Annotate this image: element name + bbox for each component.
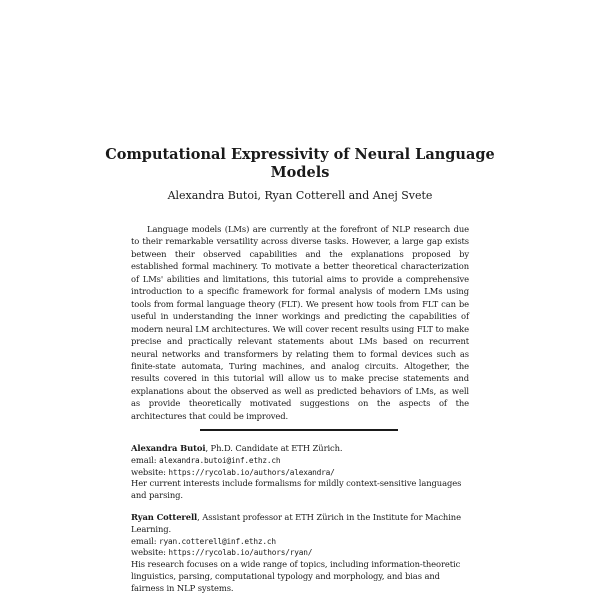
bio-heading — [131, 512, 473, 536]
bio-role: , Ph.D. Candidate at ETH Zürich. — [205, 443, 343, 453]
bio-role: , Assistant professor at ETH Zürich in the Institute for Machine Learning. — [131, 512, 461, 534]
bio-email-label: email: — [131, 535, 160, 546]
author-bio-alexandra — [131, 443, 473, 502]
bio-website-link[interactable]: https://rycolab.io/authors/ryan/ — [168, 548, 313, 558]
bio-email[interactable]: ryan.cotterell@inf.ethz.ch — [159, 536, 276, 546]
bio-name: Alexandra Butoi — [131, 443, 206, 453]
abstract-text: Language models (LMs) are currently at the forefront of NLP research due to their remarkable versatility across diverse tasks. However, a large gap exists between their observed capabilities and the explanations proposed by established formal machinery. To motivate a better theoretical characterization of LMs' abilities and limitations, this tutorial aims to provide a comprehensive introduction to a specific framework for formal analysis of modern LMs using tools from formal language theory (FLT). We present how tools from FLT can be useful in understanding the inner workings and predicting the capabilities of modern neural LM architectures. We will cover recent results using FLT to make precise and practically relevant statements about LMs based on recurrent neural networks and transformers by relating them to formal devices such as finite-state automata, Turing machines, and analog circuits. Altogether, the results covered in this tutorial will allow us to make precise statements and explanations about the observed as well as predicted behaviors of LMs, as well as provide theoretically motivated suggestions on the aspects of the architectures that could be improved. — [131, 224, 469, 421]
section-divider — [200, 429, 398, 431]
bio-email-label: email: — [131, 454, 160, 465]
author-bio-ryan — [131, 512, 473, 595]
bio-name: Ryan Cotterell — [131, 512, 198, 522]
bio-heading — [131, 443, 473, 455]
bio-website-line — [131, 547, 473, 559]
bio-email[interactable]: alexandra.butoi@inf.ethz.ch — [159, 455, 281, 465]
bio-description: Her current interests include formalisms for mildly context-sensitive languages and parsing. — [131, 478, 462, 501]
bio-email-line — [131, 455, 473, 467]
bio-website-line — [131, 467, 473, 479]
bio-website-link[interactable]: https://rycolab.io/authors/alexandra/ — [168, 467, 335, 477]
paper-title: Computational Expressivity of Neural Language Models — [105, 146, 495, 181]
author-list: Alexandra Butoi, Ryan Cotterell and Anej Svete — [167, 189, 433, 202]
bio-website-label: website: — [131, 547, 169, 558]
bio-description: His research focuses on a wide range of topics, including information-theoretic linguistics, parsing, computational typology and morphology, and bias and fairness in NLP systems. — [131, 559, 461, 593]
bio-email-line — [131, 536, 473, 548]
bio-website-label: website: — [131, 466, 169, 477]
